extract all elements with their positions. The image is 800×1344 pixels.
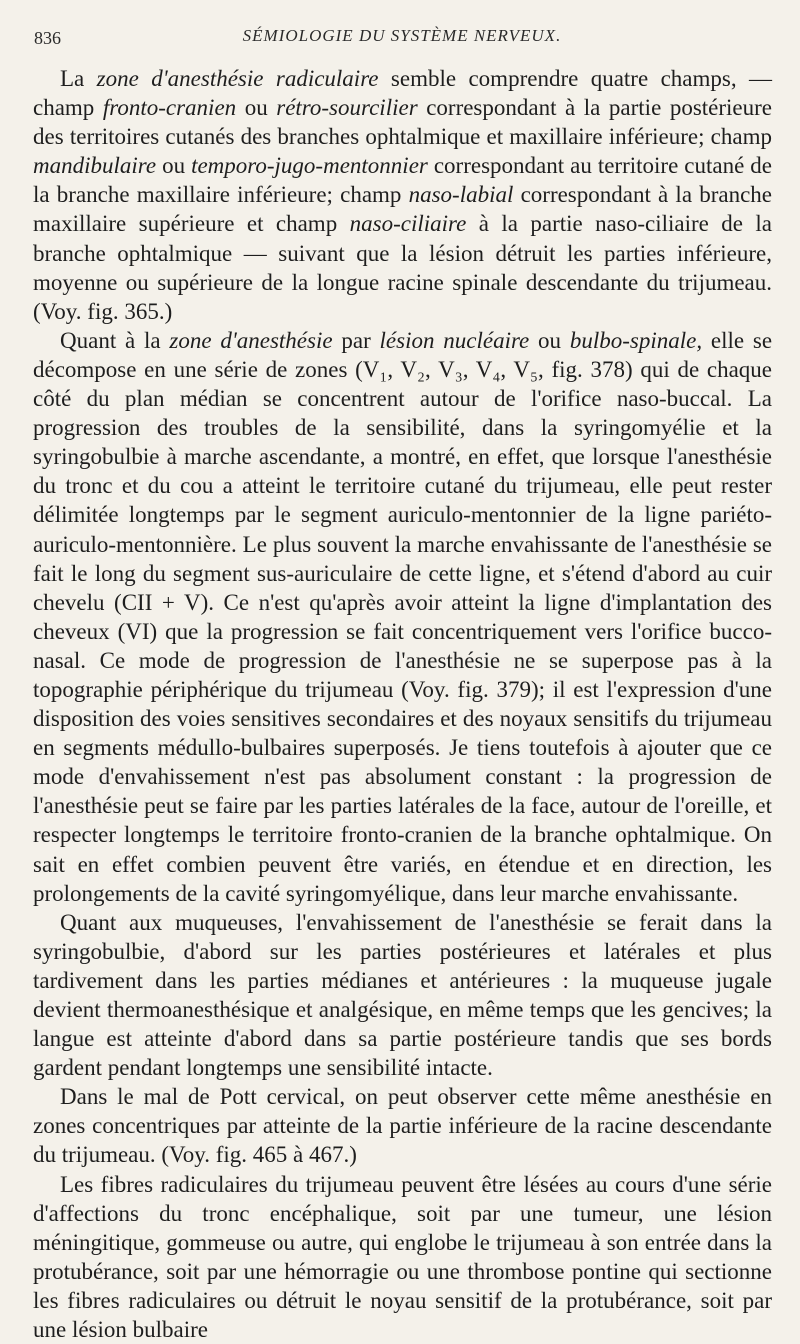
page-header bbox=[34, 26, 770, 54]
paragraph: Quant aux muqueuses, l'envahissement de l'anesthésie se ferait dans la syringobulbie, d'abord sur les parties postérieures et latérales et plus tardivement dans les parties médianes et antérieures : la muqueuse jugale devient thermoanesthésique et analgésique, en même temps que les gencives; la langue est atteinte d'abord dans sa partie postérieure tandis que ses bords gardent pendant longtemps une sensibilité intacte. bbox=[33, 909, 772, 1081]
paragraph: La zone d'anesthésie radiculaire semble comprendre quatre champs, — champ fronto-cranien ou rétro-sourcilier correspondant à la partie postérieure des territoires cutanés des branches ophtalmique et maxillaire inférieure; champ mandibulaire ou temporo-jugo-mentonnier correspondant au territoire cutané de la branche maxillaire inférieure; champ naso-labial correspondant à la branche maxillaire supérieure et champ naso-ciliaire à la partie naso-ciliaire de la branche ophtalmique — suivant que la lésion détruit les parties inférieure, moyenne ou supérieure de la longue racine spinale descendante du trijumeau. (Voy. fig. 365.) bbox=[33, 66, 773, 324]
page-number: 836 bbox=[34, 28, 61, 48]
paragraph: Dans le mal de Pott cervical, on peut observer cette même anesthésie en zones concentriques par atteinte de la partie inférieure de la racine descendante du trijumeau. (Voy. fig. 465 à 467.) bbox=[33, 1084, 772, 1168]
running-title: SÉMIOLOGIE DU SYSTÈME NERVEUX. bbox=[242, 26, 562, 45]
paragraph: Les fibres radiculaires du trijumeau peuvent être lésées au cours d'une série d'affections du tronc encéphalique, soit par une tumeur, une lésion méningitique, gommeuse ou autre, qui englobe le trijumeau à son entrée dans la protubérance, soit par une hémorragie ou une thrombose pontine qui sectionne les fibres radiculaires ou détruit le noyau sensitif de la protubérance, soit par une lésion bulbaire bbox=[33, 1171, 772, 1343]
paragraph: Quant à la zone d'anesthésie par lésion nucléaire ou bulbo-spinale, elle se décompose en une série de zones (V₁, V₂, V₃, V₄, V₅, fig. 378) qui de chaque côté du plan médian se concentrent autour de l'orifice naso-buccal. La progression des troubles de la sensibilité, dans la syringomyélie et la syringobulbie à marche ascendante, a montré, en effet, que lorsque l'anesthésie du tronc et du cou a atteint le territoire cutané du trijumeau, elle peut rester délimitée longtemps par le segment auriculo-mentonnier de la ligne pariéto-auriculo-mentonnière. Le plus souvent la marche envahissante de l'anesthésie se fait le long du segment sus-auriculaire de cette ligne, et s'étend d'abord au cuir chevelu (CII + V). Ce n'est qu'après avoir atteint la ligne d'implantation des cheveux (VI) que la progression se fait concentriquement vers l'orifice bucco-nasal. Ce mode de progression de l'anesthésie ne se superpose pas à la topographie périphérique du trijumeau (Voy. fig. 379); il est l'expression d'une disposition des voies sensitives secondaires et des noyaux sensitifs du trijumeau en segments médullo-bulbaires superposés. Je tiens toutefois à ajouter que ce mode d'envahissement n'est pas absolument constant : la progression de l'anesthésie peut se faire par les parties latérales de la face, autour de l'oreille, et respecter longtemps le territoire fronto-cranien de la branche ophtalmique. On sait en effet combien peuvent être variés, en étendue et en direction, les prolongements de la cavité syringomyélique, dans leur marche envahissante. bbox=[33, 327, 773, 906]
body-text bbox=[33, 64, 772, 1344]
